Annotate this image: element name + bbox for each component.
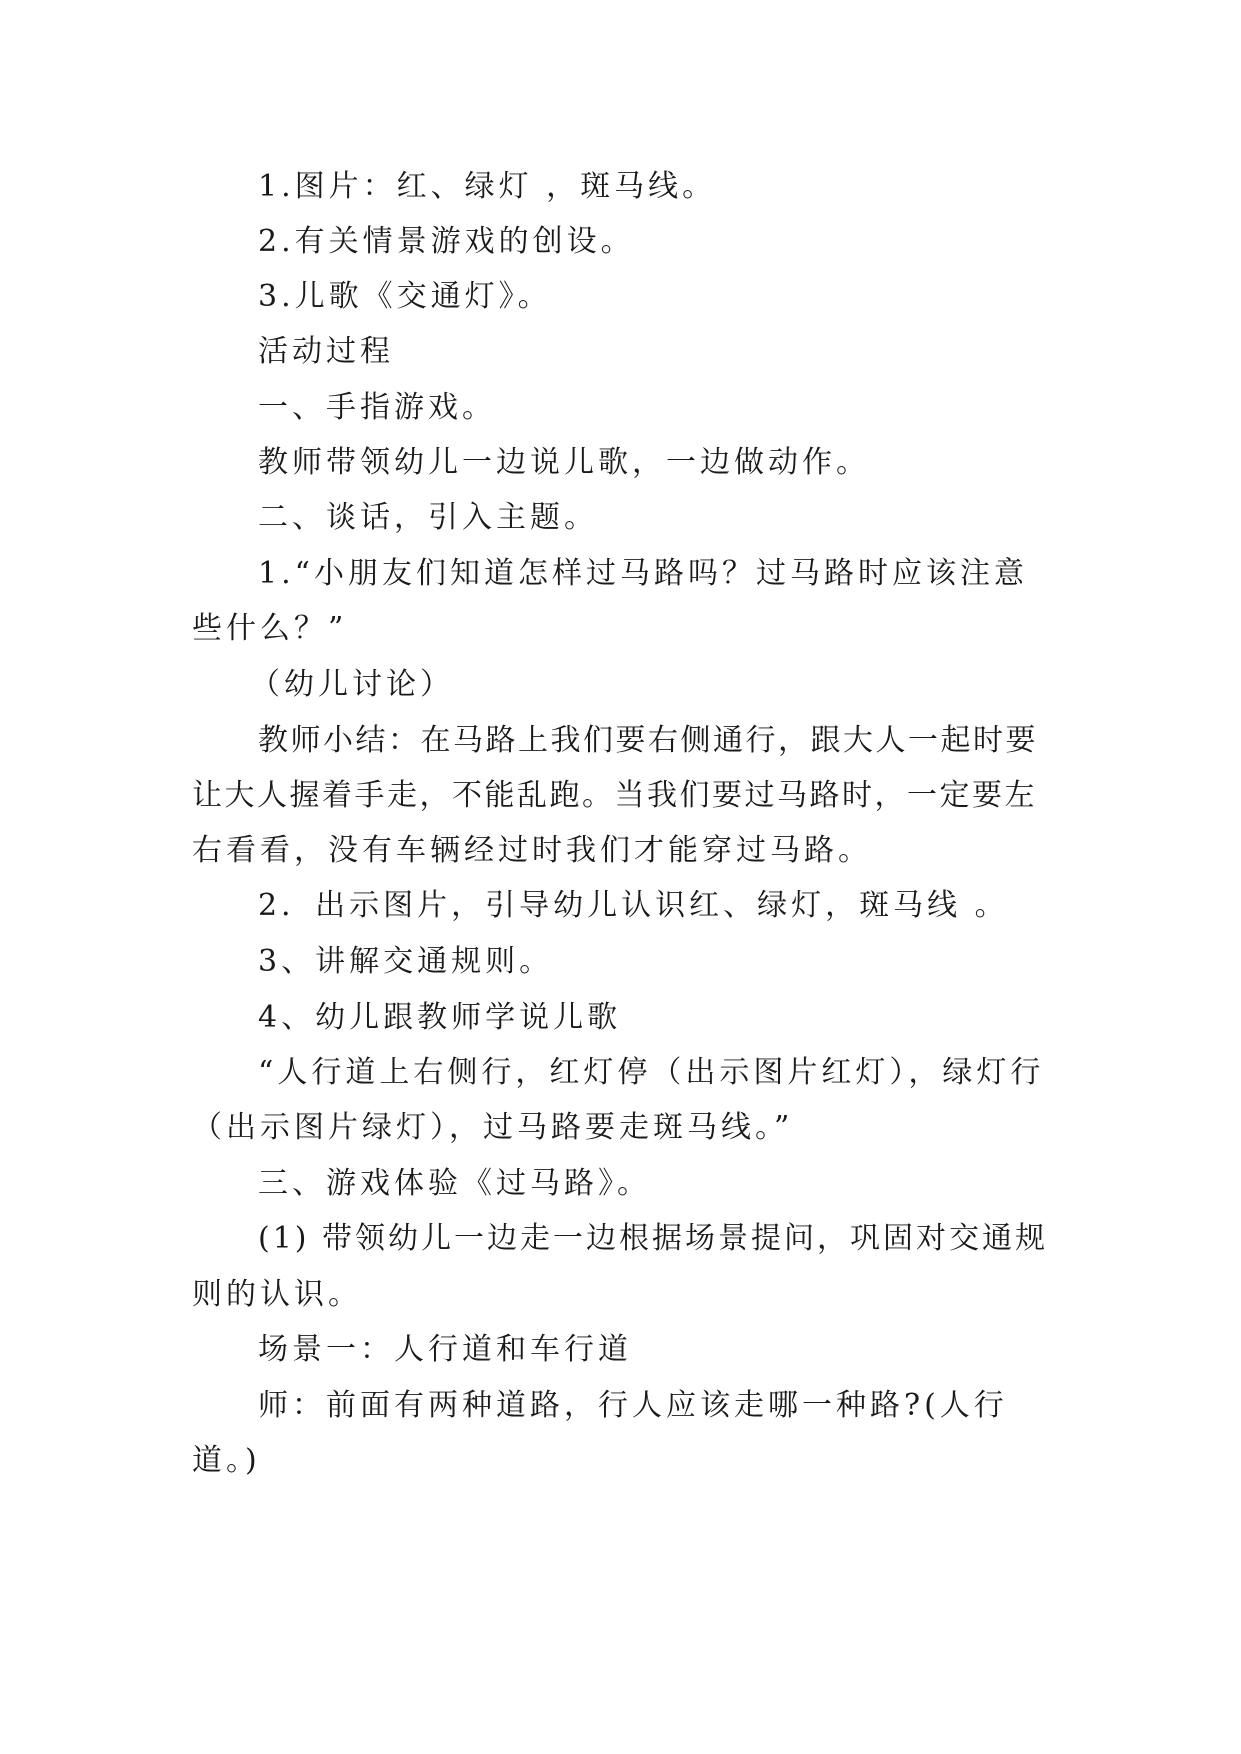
step-heading-2: 二、谈话，引入主题。 (258, 500, 598, 535)
paragraph-line: “人行道上右侧行，红灯停（出示图片红灯），绿灯行 (258, 1055, 1045, 1090)
material-item-2: 2.有关情景游戏的创设。 (258, 224, 635, 259)
step-heading-1: 一、手指游戏。 (258, 390, 496, 425)
paragraph-line: 师：前面有两种道路，行人应该走哪一种路?(人行 (258, 1388, 1008, 1423)
paragraph-line: 教师小结：在马路上我们要右侧通行，跟大人一起时要 (258, 723, 1038, 758)
material-item-1: 1.图片：红、绿灯 ，斑马线。 (258, 169, 717, 204)
paragraph-line: 教师带领幼儿一边说儿歌，一边做动作。 (258, 445, 870, 480)
paragraph-line: 道。) (192, 1443, 261, 1478)
paragraph-line: 让大人握着手走，不能乱跑。当我们要过马路时，一定要左 (192, 778, 1037, 813)
paragraph-line: 2．出示图片，引导幼儿认识红、绿灯，斑马线 。 (258, 888, 1009, 923)
paragraph-line: (1) 带领幼儿一边走一边根据场景提问，巩固对交通规 (258, 1221, 1049, 1256)
paragraph-line: 右看看，没有车辆经过时我们才能穿过马路。 (192, 833, 872, 868)
paragraph-line: 1.“小朋友们知道怎样过马路吗？过马路时应该注意 (258, 556, 1028, 591)
paragraph-line: 则的认识。 (192, 1277, 362, 1312)
section-heading-activity-process: 活动过程 (258, 334, 394, 369)
paragraph-line: 4、幼儿跟教师学说儿歌 (258, 1000, 622, 1035)
paragraph-line: 些什么？” (192, 611, 348, 646)
paragraph-line: （幼儿讨论） (250, 667, 454, 702)
material-item-3: 3.儿歌《交通灯》。 (258, 279, 552, 314)
paragraph-line: 3、讲解交通规则。 (258, 944, 554, 979)
paragraph-line: （出示图片绿灯），过马路要走斑马线。” (192, 1110, 794, 1145)
scene-heading-1: 场景一：人行道和车行道 (258, 1332, 632, 1367)
step-heading-3: 三、游戏体验《过马路》。 (258, 1166, 651, 1201)
